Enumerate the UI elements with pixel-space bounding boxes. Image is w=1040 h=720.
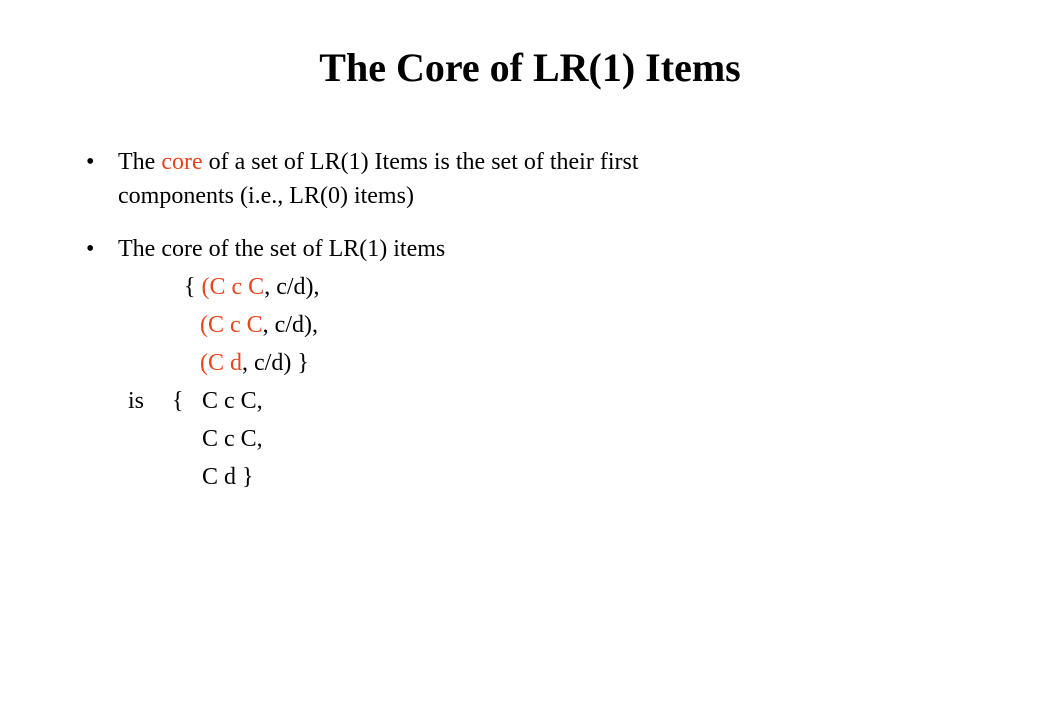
bullet-line-2: components (i.e., LR(0) items) — [118, 183, 414, 209]
core-item: C c C, — [202, 426, 263, 452]
bullet-line-1: The core of a set of LR(1) Items is the set of their first — [118, 149, 639, 175]
core-item: C d } — [202, 464, 254, 490]
lr1-item: (C c C, c/d), — [200, 312, 318, 338]
open-brace: { — [172, 388, 184, 414]
is-label: is — [128, 388, 145, 414]
bullet-text — [118, 145, 639, 213]
bullet-icon: • — [86, 236, 95, 262]
core-item: C c C, — [202, 388, 263, 414]
core-highlight: core — [161, 149, 203, 175]
lr1-item: { (C c C, c/d), — [184, 274, 320, 300]
slide-title: The Core of LR(1) Items — [319, 45, 741, 90]
bullet-text: The core of the set of LR(1) items — [118, 236, 446, 262]
lr1-item: (C d, c/d) } — [200, 350, 309, 376]
bullet-icon: • — [86, 149, 95, 175]
